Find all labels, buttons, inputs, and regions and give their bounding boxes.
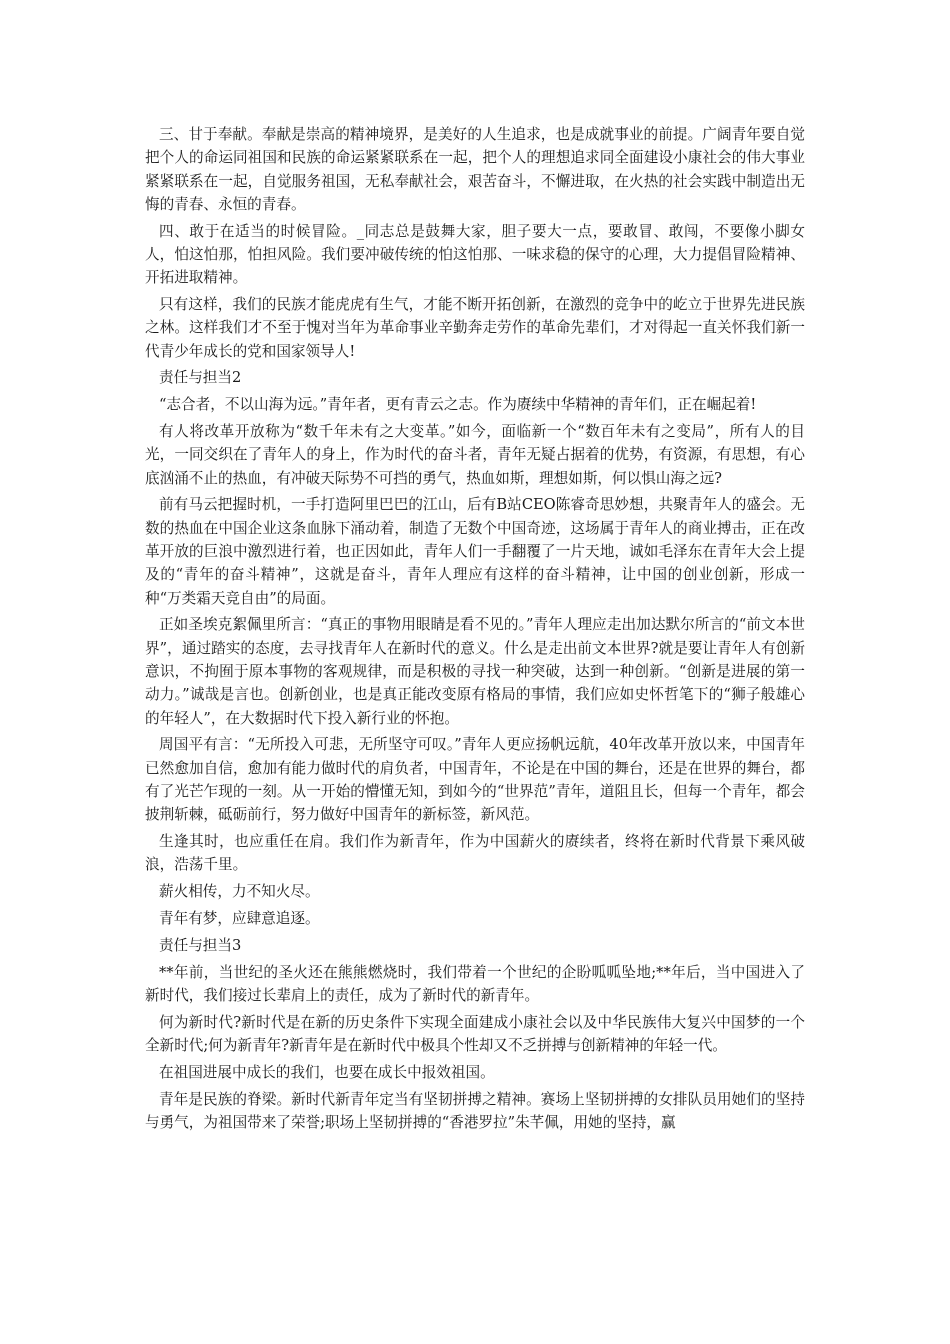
- paragraph: 有人将改革开放称为“数千年未有之大变革。”如今，面临新一个“数百年未有之变局”，所有人的目光，一同交织在了青年人的身上，作为时代的奋斗者，青年无疑占据着的优势，有资源，有思想，有心底汹涌不止的热血，有冲破天际势不可挡的勇气，热血如斯，理想如斯，何以惧山海之远?: [145, 423, 805, 487]
- paragraph: 何为新时代?新时代是在新的历史条件下实现全面建成小康社会以及中华民族伟大复兴中国梦的一个全新时代;何为新青年?新青年是在新时代中极具个性却又不乏拼搏与创新精神的年轻一代。: [145, 1013, 805, 1054]
- paragraph: 青年是民族的脊梁。新时代新青年定当有坚韧拼搏之精神。赛场上坚韧拼搏的女排队员用她们的坚持与勇气，为祖国带来了荣誉;职场上坚韧拼搏的“香港罗拉”朱芊佩，用她的坚持，赢: [145, 1090, 805, 1131]
- paragraph: 青年有梦，应肆意追逐。: [159, 910, 320, 927]
- paragraph: 正如圣埃克絮佩里所言：“真正的事物用眼睛是看不见的。”青年人理应走出加达默尔所言的“前文本世界”，通过踏实的态度，去寻找青年人在新时代的意义。什么是走出前文本世界?就是要让青年人有创新意识，不拘囿于原本事物的客观规律，而是积极的寻找一种突破，达到一种创新。“创新是进展的第一动力。”诚哉是言也。创新创业，也是真正能改变原有格局的事情，我们应如史怀哲笔下的“狮子般雄心的年轻人”，在大数据时代下投入新行业的怀抱。: [145, 616, 805, 727]
- paragraph: “志合者，不以山海为远。”青年者，更有青云之志。作为赓续中华精神的青年们，正在崛起着!: [159, 396, 757, 414]
- section-heading: 责任与担当2: [159, 369, 242, 387]
- paragraph: **年前，当世纪的圣火还在熊熊燃烧时，我们带着一个世纪的企盼呱呱坠地;**年后，当中国进入了新时代，我们接过长辈肩上的责任，成为了新时代的新青年。: [145, 963, 805, 1004]
- paragraph: 生逢其时，也应重任在肩。我们作为新青年，作为中国薪火的赓续者，终将在新时代背景下乘风破浪，浩荡千里。: [145, 833, 805, 874]
- paragraph: 三、甘于奉献。奉献是崇高的精神境界，是美好的人生追求，也是成就事业的前提。广阔青年要自觉把个人的命运同祖国和民族的命运紧紧联系在一起，把个人的理想追求同全面建设小康社会的伟大事业紧紧联系在一起，自觉服务祖国，无私奉献社会，艰苦奋斗，不懈进取，在火热的社会实践中制造出无悔的青春、永恒的青春。: [145, 126, 805, 213]
- paragraph: 只有这样，我们的民族才能虎虎有生气，才能不断开拓创新，在激烈的竞争中的屹立于世界先进民族之林。这样我们才不至于愧对当年为革命事业辛勤奔走劳作的革命先辈们，才对得起一直关怀我们新一代青少年成长的党和国家领导人!: [145, 296, 805, 360]
- paragraph: 薪火相传，力不知火尽。: [159, 883, 320, 901]
- paragraph: 周国平有言：“无所投入可悲，无所坚守可叹。”青年人更应扬帆远航，40年改革开放以来，中国青年已然愈加自信，愈加有能力做时代的肩负者，中国青年，不论是在中国的舞台，还是在世界的舞台，都有了光芒乍现的一刻。从一开始的懵懂无知，到如今的“世界范”青年，道阻且长，但每一个青年，都会披荆斩棘，砥砺前行，努力做好中国青年的新标签，新风范。: [145, 736, 805, 824]
- paragraph: 前有马云把握时机，一手打造阿里巴巴的江山，后有B站CEO陈睿奇思妙想，共聚青年人的盛会。无数的热血在中国企业这条血脉下涌动着，制造了无数个中国奇迹，这场属于青年人的商业搏击，正在改革开放的巨浪中激烈进行着，也正因如此，青年人们一手翻覆了一片天地，诚如毛泽东在青年大会上提及的“青年的奋斗精神”，这就是奋斗，青年人理应有这样的奋斗精神，让中国的创业创新，形成一种“万类霜天竞自由”的局面。: [145, 496, 805, 607]
- document-body: [145, 123, 805, 1138]
- paragraph: 四、敢于在适当的时候冒险。_同志总是鼓舞大家，胆子要大一点，要敢冒、敢闯，不要像小脚女人，怕这怕那，怕担风险。我们要冲破传统的怕这怕那、一味求稳的保守的心理，大力提倡冒险精神、开拓进取精神。: [145, 222, 805, 287]
- paragraph: 在祖国进展中成长的我们，也要在成长中报效祖国。: [159, 1063, 495, 1081]
- section-heading: 责任与担当3: [159, 936, 242, 954]
